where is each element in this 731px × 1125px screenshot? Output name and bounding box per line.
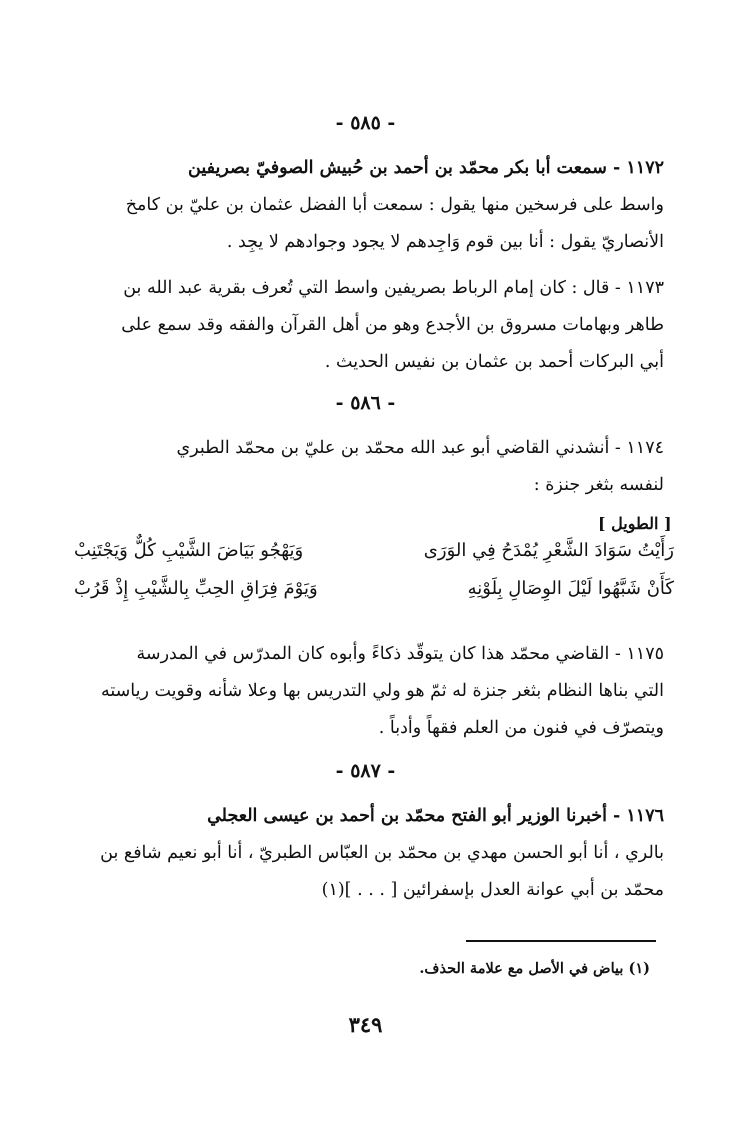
entry-1176 [74, 798, 664, 909]
entry-line: أبي البركات أحمد بن عثمان بن نفيس الحديث . [324, 352, 664, 372]
verse-line [74, 570, 674, 608]
verse-second-hemistich: وَيَوْمَ فِرَاقِ الحِبِّ بِالشَّيْبِ إِذْ قَرُبْ [74, 578, 318, 599]
footnote: (١) بياض في الأصل مع علامة الحذف. [419, 960, 650, 977]
entry-line: واسط على فرسخين منها يقول : سمعت أبا الفضل عثمان بن عليّ بن كامخ [125, 195, 664, 215]
entry-line: ١١٧٢ - سمعت أبا بكر محمّد بن أحمد بن حُبيش الصوفيّ بصريفين [188, 158, 664, 178]
verse-first-hemistich: كَأَنْ شَبَّهُوا لَيْلَ الوِصَالِ بِلَوْنِهِ [467, 578, 674, 599]
entry-1173 [74, 270, 664, 381]
section-heading-587: - ٥٨٧ - [335, 760, 396, 782]
verse-first-hemistich: رَأَيْتُ سَوَادَ الشَّعْرِ يُمْدَحُ فِي الوَرَى [423, 540, 674, 561]
poem [74, 532, 674, 608]
entry-1172 [74, 150, 664, 261]
entry-line: لنفسه بثغر جنزة : [533, 475, 664, 495]
entry-line: ويتصرّف في فنون من العلم فقهاً وأدباً . [378, 718, 664, 738]
entry-1175 [74, 636, 664, 747]
footnote-divider [466, 940, 656, 942]
entry-line: ١١٧٥ - القاضي محمّد هذا كان يتوقّد ذكاءً وأبوه كان المدرّس في المدرسة [136, 644, 664, 664]
entry-line: الأنصاريّ يقول : أنا بين قوم وَاجِدهم لا يجود وجوادهم لا يجِد . [226, 232, 664, 252]
entry-line: ١١٧٤ - أنشدني القاضي أبو عبد الله محمّد بن عليّ بن محمّد الطبري [176, 438, 664, 458]
entry-line: طاهر وبهامات مسروق بن الأجدع وهو من أهل القرآن والفقه وقد سمع على [121, 315, 664, 335]
entry-line: بالري ، أنا أبو الحسن مهدي بن محمّد بن العبّاس الطبريّ ، أنا أبو نعيم شافع بن [100, 843, 664, 863]
entry-line: ١١٧٦ - أخبرنا الوزير أبو الفتح محمّد بن أحمد بن عيسى العجلي [207, 806, 664, 826]
poetic-meter-label: [ الطويل ] [598, 514, 672, 533]
section-heading-586: - ٥٨٦ - [335, 392, 396, 414]
entry-line: محمّد بن أبي عوانة العدل بإسفرائين [ . . . ](١) [321, 880, 664, 900]
entry-line: ١١٧٣ - قال : كان إمام الرباط بصريفين واسط التي تُعرف بقرية عبد الله بن [123, 278, 664, 298]
page-number: ٣٤٩ [348, 1012, 383, 1037]
entry-line: التي بناها النظام بثغر جنزة له ثمّ هو ولي التدريس بها وعلا شأنه وقويت رياسته [100, 681, 664, 701]
verse-line [74, 532, 674, 570]
entry-1174 [74, 430, 664, 504]
verse-second-hemistich: وَيَهْجُو بَيَاضَ الشَّيْبِ كُلٌّ وَيَجْتَنِبْ [74, 540, 304, 561]
section-heading-585: - ٥٨٥ - [335, 112, 396, 134]
